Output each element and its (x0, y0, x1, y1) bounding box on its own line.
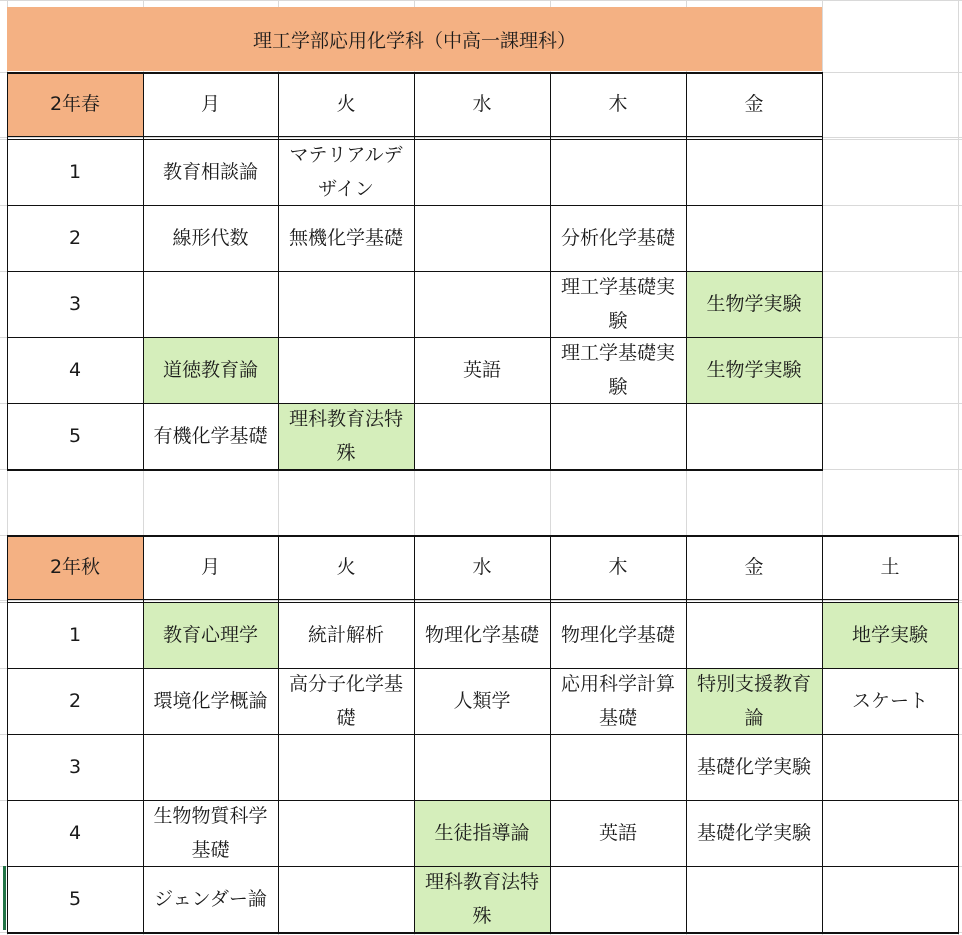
cell-text: 水 (472, 93, 492, 115)
timetable-cell[interactable] (686, 668, 822, 734)
timetable-cell[interactable] (822, 800, 958, 866)
cell-text: 4 (68, 822, 82, 844)
timetable-cell[interactable] (143, 734, 278, 800)
timetable-cell[interactable] (143, 866, 278, 932)
timetable-cell[interactable] (414, 602, 550, 668)
timetable-cell[interactable] (550, 403, 686, 469)
period-number[interactable] (7, 866, 143, 932)
timetable-cell[interactable] (550, 866, 686, 932)
timetable-cell[interactable] (686, 139, 822, 205)
cell-text: 教育相談論 (162, 161, 258, 183)
table-border (7, 205, 823, 206)
sheet-title-text: 理工学部応用化学科（中高一課理科） (252, 29, 576, 52)
term-header[interactable] (7, 535, 143, 599)
cell-text: 木 (608, 556, 628, 578)
timetable-cell[interactable] (550, 668, 686, 734)
cell-text: 基礎化学実験 (696, 756, 811, 778)
day-header[interactable] (143, 535, 278, 599)
cell-text: 1 (68, 161, 82, 183)
timetable-cell[interactable] (686, 205, 822, 271)
table-border (7, 72, 823, 74)
cell-text: 木 (608, 93, 628, 115)
timetable-cell[interactable] (414, 337, 550, 403)
day-header[interactable] (822, 535, 958, 599)
timetable-cell[interactable] (686, 800, 822, 866)
cell-text: 地学実験 (851, 624, 928, 646)
day-header[interactable] (278, 72, 414, 136)
period-number[interactable] (7, 337, 143, 403)
day-header[interactable] (686, 535, 822, 599)
cell-text: 線形代数 (172, 227, 249, 249)
timetable-cell[interactable] (143, 139, 278, 205)
timetable-cell[interactable] (414, 139, 550, 205)
timetable-cell[interactable] (278, 734, 414, 800)
cell-text: 水 (472, 556, 492, 578)
timetable-cell[interactable] (414, 800, 550, 866)
cell-text: 分析化学基礎 (560, 227, 675, 249)
timetable-cell[interactable] (278, 866, 414, 932)
timetable-cell[interactable] (550, 734, 686, 800)
cell-text: 基礎化学実験 (696, 822, 811, 844)
day-header[interactable] (686, 72, 822, 136)
sheet-title[interactable] (7, 7, 822, 71)
cell-text: 生物物質科学基礎 (153, 805, 268, 861)
table-border (7, 602, 959, 603)
cell-text: 高分子化学基礎 (288, 673, 403, 729)
cell-text: 英語 (462, 359, 501, 381)
timetable-cell[interactable] (822, 734, 958, 800)
cell-text: 物理化学基礎 (424, 624, 539, 646)
cell-text: 人類学 (453, 690, 511, 712)
timetable-cell[interactable] (278, 139, 414, 205)
day-header[interactable] (550, 72, 686, 136)
timetable-cell[interactable] (550, 602, 686, 668)
timetable-cell[interactable] (143, 800, 278, 866)
timetable-cell[interactable] (822, 668, 958, 734)
cell-text: 1 (68, 624, 82, 646)
timetable-cell[interactable] (278, 337, 414, 403)
cell-text: 生徒指導論 (434, 822, 530, 844)
cell-text: 火 (336, 93, 356, 115)
gridline-horizontal (0, 0, 962, 1)
day-header[interactable] (550, 535, 686, 599)
day-header[interactable] (414, 72, 550, 136)
cell-text: 金 (744, 556, 764, 578)
timetable-cell[interactable] (550, 337, 686, 403)
cell-text: スケート (851, 690, 928, 712)
cell-text: 理科教育法特殊 (424, 871, 539, 927)
table-border (7, 734, 959, 735)
timetable-cell[interactable] (822, 866, 958, 932)
period-number[interactable] (7, 139, 143, 205)
table-border (7, 403, 823, 404)
timetable-cell[interactable] (143, 403, 278, 469)
timetable-cell[interactable] (414, 271, 550, 337)
timetable-cell[interactable] (414, 668, 550, 734)
cell-text: 統計解析 (307, 624, 384, 646)
table-border (7, 800, 959, 801)
cell-text: 3 (68, 293, 82, 315)
timetable-cell[interactable] (686, 866, 822, 932)
cell-text: 月 (200, 93, 220, 115)
cell-text: 有機化学基礎 (153, 425, 268, 447)
cell-text: 理工学基礎実験 (560, 342, 675, 398)
period-number[interactable] (7, 734, 143, 800)
timetable-cell[interactable] (278, 271, 414, 337)
timetable-cell[interactable] (686, 271, 822, 337)
timetable-cell[interactable] (143, 205, 278, 271)
period-number[interactable] (7, 800, 143, 866)
table-border (7, 932, 959, 934)
timetable-cell[interactable] (822, 602, 958, 668)
table-border (7, 535, 959, 537)
timetable-cell[interactable] (550, 205, 686, 271)
cell-text: 物理化学基礎 (560, 624, 675, 646)
cell-text: 月 (200, 556, 220, 578)
cell-text: 5 (68, 888, 82, 910)
timetable-cell[interactable] (278, 403, 414, 469)
cell-text: 2 (68, 227, 82, 249)
cell-text: 3 (68, 756, 82, 778)
cell-text: 特別支援教育論 (696, 673, 811, 729)
table-border (7, 668, 959, 669)
timetable-cell[interactable] (278, 205, 414, 271)
cell-text: 5 (68, 425, 82, 447)
cell-text: 理工学基礎実験 (560, 276, 675, 332)
table-border (7, 271, 823, 272)
cell-text: 金 (744, 93, 764, 115)
cell-text: 土 (880, 556, 900, 578)
gridline-horizontal (0, 137, 962, 138)
table-border (7, 337, 823, 338)
cell-text: 生物学実験 (706, 359, 802, 381)
timetable-cell[interactable] (143, 337, 278, 403)
selected-row-indicator (3, 866, 6, 930)
cell-text: 火 (336, 556, 356, 578)
cell-text: マテリアルデザイン (289, 144, 403, 200)
timetable-cell[interactable] (686, 403, 822, 469)
day-header[interactable] (414, 535, 550, 599)
table-border (7, 139, 823, 140)
timetable-cell[interactable] (686, 602, 822, 668)
cell-text: 応用科学計算基礎 (560, 673, 675, 729)
period-number[interactable] (7, 403, 143, 469)
timetable-cell[interactable] (143, 271, 278, 337)
timetable-cell[interactable] (143, 602, 278, 668)
timetable-cell[interactable] (550, 271, 686, 337)
timetable-cell[interactable] (143, 668, 278, 734)
period-number[interactable] (7, 668, 143, 734)
period-number[interactable] (7, 602, 143, 668)
cell-text: 生物学実験 (706, 293, 802, 315)
day-header[interactable] (143, 72, 278, 136)
timetable-cell[interactable] (686, 734, 822, 800)
table-border (7, 599, 959, 600)
timetable-cell[interactable] (414, 403, 550, 469)
cell-text: 教育心理学 (162, 624, 258, 646)
table-border (7, 469, 823, 471)
cell-text: 2年春 (49, 93, 101, 115)
cell-text: 2年秋 (49, 556, 101, 578)
cell-text: 理科教育法特殊 (288, 408, 403, 464)
timetable-cell[interactable] (414, 866, 550, 932)
cell-text: 環境化学概論 (153, 690, 268, 712)
timetable-cell[interactable] (278, 602, 414, 668)
timetable-cell[interactable] (686, 337, 822, 403)
term-header[interactable] (7, 72, 143, 136)
period-number[interactable] (7, 271, 143, 337)
timetable-cell[interactable] (278, 800, 414, 866)
day-header[interactable] (278, 535, 414, 599)
timetable-cell[interactable] (550, 139, 686, 205)
timetable-cell[interactable] (278, 668, 414, 734)
cell-text: 2 (68, 690, 82, 712)
timetable-cell[interactable] (414, 205, 550, 271)
table-border (7, 866, 959, 867)
gridline-horizontal (0, 600, 962, 601)
cell-text: 4 (68, 359, 82, 381)
timetable-cell[interactable] (414, 734, 550, 800)
cell-text: 無機化学基礎 (288, 227, 403, 249)
cell-text: 英語 (598, 822, 637, 844)
cell-text: ジェンダー論 (154, 888, 267, 910)
period-number[interactable] (7, 205, 143, 271)
timetable-cell[interactable] (550, 800, 686, 866)
table-border (7, 136, 823, 137)
cell-text: 道徳教育論 (162, 359, 258, 381)
